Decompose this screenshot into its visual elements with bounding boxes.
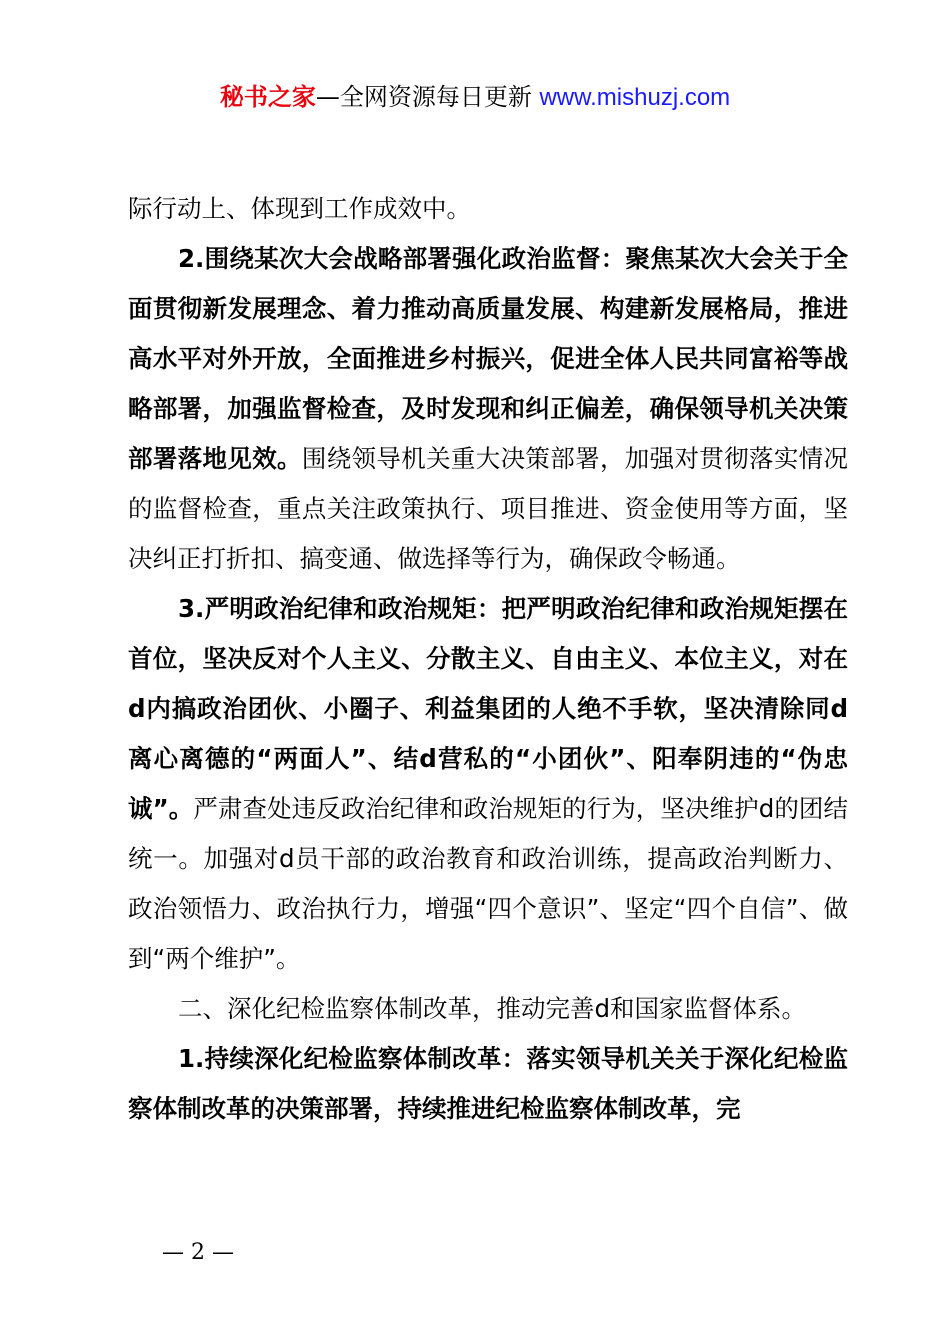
paragraph-body: 围绕领导机关重大决策部署，加强对贯彻落实情况的监督检查，重点关注政策执行、项目推进、资金使用等方面，坚决纠正打折扣、搞变通、做选择等行为，确保政令畅通。 [128, 444, 848, 573]
header-url[interactable]: www.mishuzj.com [539, 84, 731, 111]
paragraph-heading-bold: 3.严明政治纪律和政治规矩：把严明政治纪律和政治规矩摆在首位，坚决反对个人主义、分散主义、自由主义、本位主义，对在d内搞政治团伙、小圈子、利益集团的人绝不手软，坚决清除同d离心离德的“两面人”、结d营私的“小团伙”、阳奉阴违的“伪忠诚”。 [128, 594, 848, 823]
paragraph-continuation: 际行动上、体现到工作成效中。 [128, 194, 471, 223]
section-heading: 二、深化纪检监察体制改革，推动完善d和国家监督体系。 [178, 994, 807, 1023]
paragraph-heading-bold: 2.围绕某次大会战略部署强化政治监督：聚焦某次大会关于全面贯彻新发展理念、着力推动高质量发展、构建新发展格局，推进高水平对外开放，全面推进乡村振兴，促进全体人民共同富裕等战略部署，加强监督检查，及时发现和纠正偏差，确保领导机关决策部署落地见效。 [128, 244, 848, 473]
header-tagline: —全网资源每日更新 [315, 83, 532, 111]
page-number: — 2 — [162, 1240, 234, 1265]
paragraph-reform: 1.持续深化纪检监察体制改革：落实领导机关关于深化纪检监察体制改革的决策部署，持续推进纪检监察体制改革，完 [128, 1044, 848, 1123]
paragraph-political-discipline [128, 584, 848, 984]
paragraph-body: 严肃查处违反政治纪律和政治规矩的行为，坚决维护d的团结统一。加强对d员干部的政治教育和政治训练，提高政治判断力、政治领悟力、政治执行力，增强“四个意识”、坚定“四个自信”、做到“两个维护”。 [128, 794, 848, 973]
brand-name: 秘书之家 [219, 83, 316, 111]
paragraph-political-supervision [128, 234, 848, 584]
document-body [128, 184, 848, 1134]
site-header [0, 80, 950, 115]
